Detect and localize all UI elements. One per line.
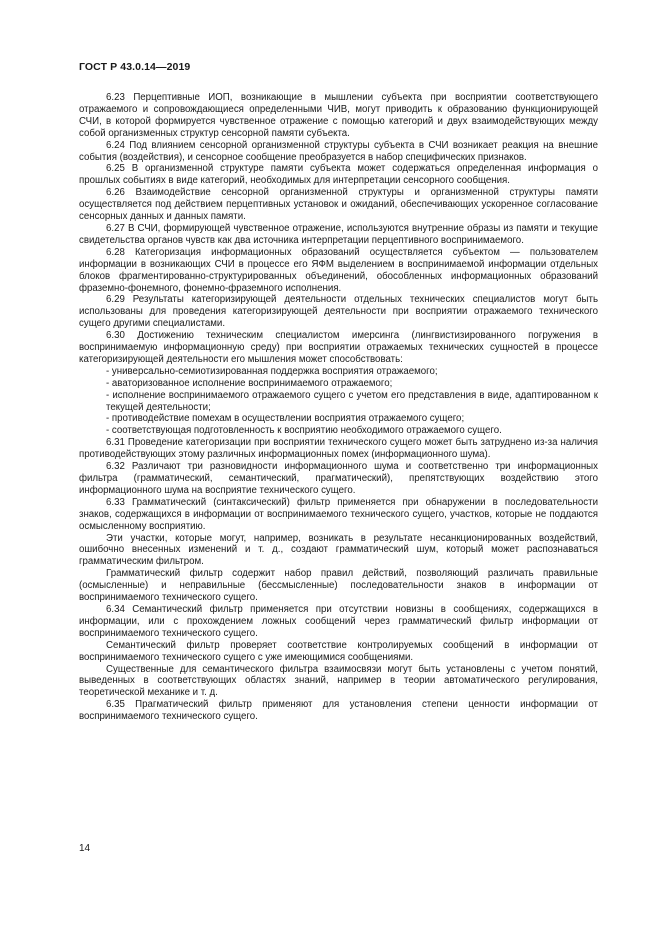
paragraph: 6.32 Различают три разновидности информационного шума и соответственно три информационных фильтра (грамматический, семантический, прагматический), препятствующих воздействию этого информационного шума на восприятие технического сущего. bbox=[79, 461, 598, 496]
body-text bbox=[79, 92, 598, 723]
paragraph: Эти участки, которые могут, например, возникать в результате несанкционированных воздействий, ошибочно внесенных изменений и т. д., создают грамматический шум, который может распознаваться грамматическим фильтром. bbox=[79, 532, 598, 568]
list-item: - исполнение воспринимаемого отражаемого сущего с учетом его представления в виде, адаптированном к текущей деятельности; bbox=[106, 389, 598, 413]
paragraph: 6.24 Под влиянием сенсорной организменной структуры субъекта в СЧИ возникает реакция на внешние события (воздействия), и сенсорное сообщение преобразуется в набор специфических признаков. bbox=[79, 139, 598, 163]
page-number: 14 bbox=[79, 843, 91, 854]
list-item: - аваторизованное исполнение воспринимаемого отражаемого; bbox=[106, 377, 393, 389]
document-code-header: ГОСТ Р 43.0.14—2019 bbox=[79, 61, 191, 73]
paragraph: 6.31 Проведение категоризации при восприятии технического сущего может быть затруднено из-за наличия противодействующих этому различных информационных помех (информационного шума). bbox=[79, 437, 598, 461]
list-item: - соответствующая подготовленность к восприятию необходимого отражаемого сущего. bbox=[106, 425, 502, 437]
paragraph: 6.34 Семантический фильтр применяется при отсутствии новизны в сообщениях, содержащихся в информации, или с прохождением ложных сообщений через грамматический фильтр информации от воспринимаемого технического сущего. bbox=[79, 603, 598, 639]
list-item: - противодействие помехам в осуществлении восприятия отражаемого сущего; bbox=[106, 413, 465, 425]
paragraph: Грамматический фильтр содержит набор правил действий, позволяющий различать правильные (осмысленные) и неправильные (бессмысленные) последовательности знаков в информации от воспринимаемого технического сущего. bbox=[79, 568, 598, 604]
paragraph: 6.27 В СЧИ, формирующей чувственное отражение, используются внутренние образы из памяти и текущие свидетельства органов чувств как два источника интерпретации перцептивного воспринимаемого. bbox=[79, 222, 598, 246]
paragraph: 6.30 Достижению техническим специалистом имерсинга (лингвистизированного погружения в воспринимаемую информационную среду) при восприятии отражаемых технических сущностей в процессе категоризирующей деятельности его мышления может способствовать: bbox=[79, 330, 598, 365]
paragraph: 6.33 Грамматический (синтаксический) фильтр применяется при обнаружении в последовательности знаков, содержащихся в информации от воспринимаемого технического сущего, участков, которые не поддаются осмысленному восприятию. bbox=[79, 496, 598, 532]
paragraph: Семантический фильтр проверяет соответствие контролируемых сообщений в информации от воспринимаемого технического сущего с уже имеющимися сообщениями. bbox=[79, 639, 598, 663]
paragraph: 6.35 Прагматический фильтр применяют для установления степени ценности информации от воспринимаемого технического сущего. bbox=[79, 699, 598, 723]
paragraph: 6.29 Результаты категоризирующей деятельности отдельных технических специалистов могут быть использованы для проведения категоризирующей деятельности при восприятии отражаемого технического сущего другими специалистами. bbox=[79, 294, 598, 330]
list-item: - универсально-семиотизированная поддержка восприятия отражаемого; bbox=[106, 365, 438, 377]
paragraph: Существенные для семантического фильтра взаимосвязи могут быть установлены с учетом понятий, выведенных в соответствующих областях знаний, например в теории автоматического регулирования, теоретической механике и т. д. bbox=[79, 663, 598, 699]
paragraph: 6.25 В организменной структуре памяти субъекта может содержаться определенная информация о прошлых событиях в виде категорий, необходимых для интерпретации сенсорного сообщения. bbox=[79, 163, 598, 187]
paragraph: 6.26 Взаимодействие сенсорной организменной структуры и организменной структуры памяти осуществляется под действием перцептивных установок и ожиданий, обеспечивающих ускоренное согласование сенсорных данных и данных памяти. bbox=[79, 187, 598, 223]
paragraph: 6.23 Перцептивные ИОП, возникающие в мышлении субъекта при восприятии соответствующего отражаемого и сопровождающиеся определенными ЧИВ, могут приводить к образованию функционирующей СЧИ, в которой формируется чувственное отражение с помощью категорий и двух взаимодействующих между собой организменных структур сенсорной памяти субъекта. bbox=[79, 92, 598, 139]
paragraph: 6.28 Категоризация информационных образований осуществляется субъектом — пользователем информации в возникающих СЧИ в процессе его ЯФМ выделением в воспринимаемой информации отдельных блоков фрагментированно-структурированных объединений, обособленных информационных образований фраземно-фонемного, фонемно-фраземного исполнения. bbox=[79, 246, 598, 294]
